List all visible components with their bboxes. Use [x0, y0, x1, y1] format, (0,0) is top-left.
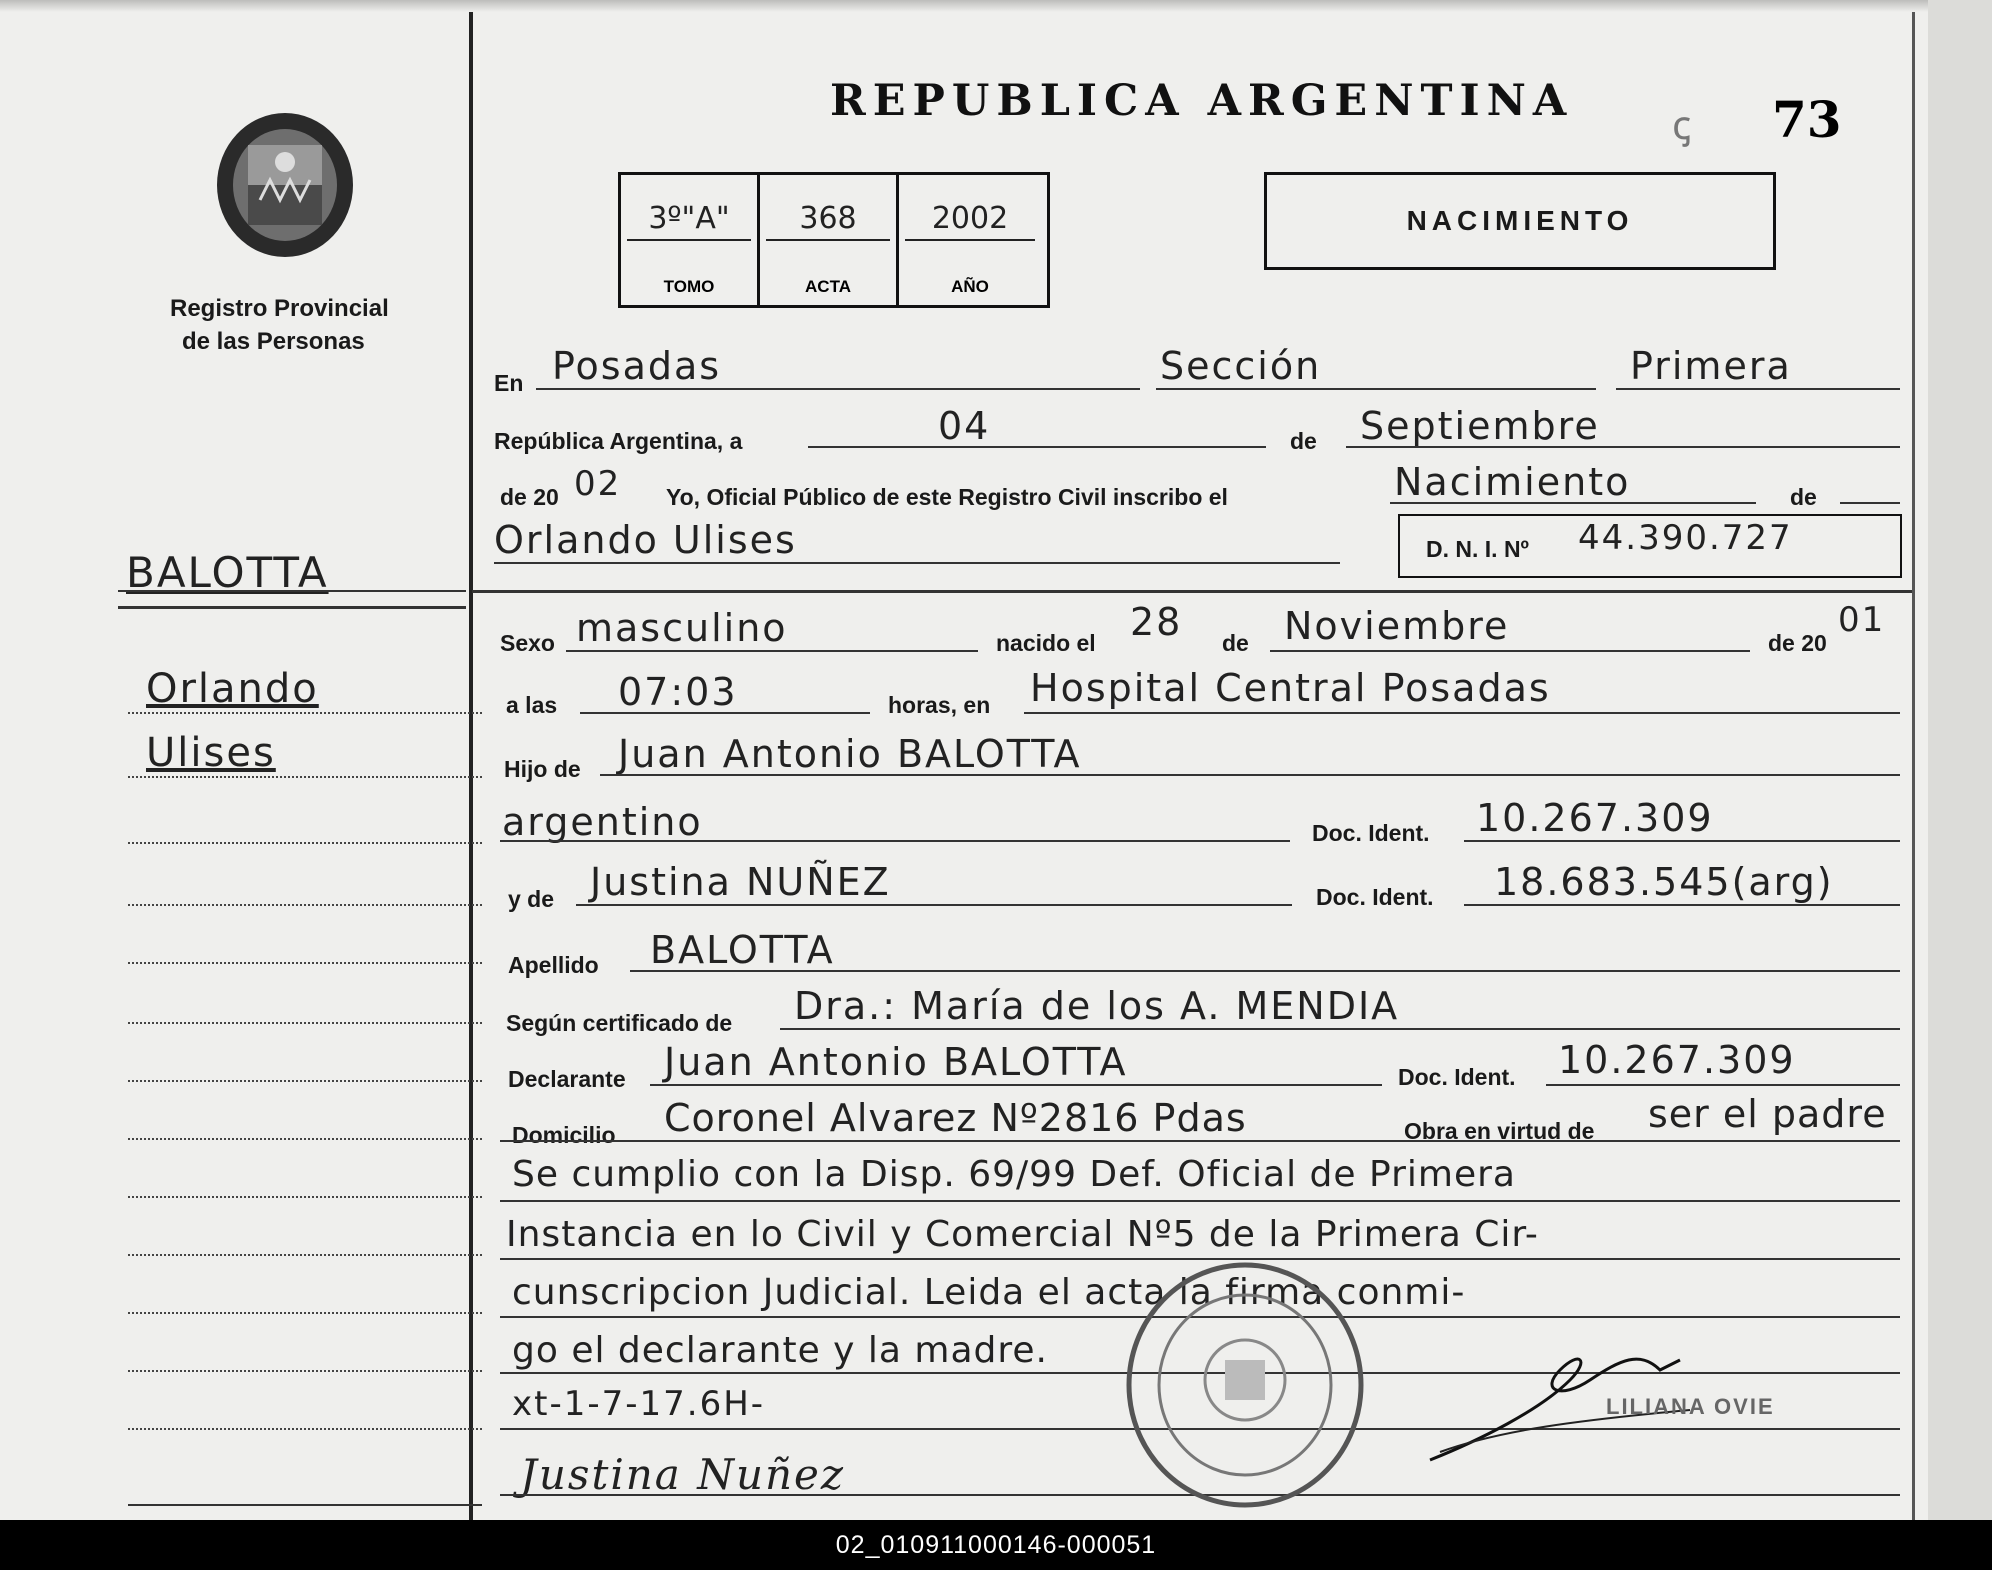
tomo-cell — [621, 175, 757, 305]
year-suffix: 02 — [574, 464, 622, 504]
tomo-underline — [627, 239, 751, 241]
line-mother-doc — [1464, 904, 1900, 906]
label-de: de — [1290, 428, 1317, 454]
page-edge — [1928, 0, 1992, 1520]
line-declarant-name — [650, 1084, 1382, 1086]
margin-bottom-rule — [128, 1504, 482, 1506]
apellido-value: BALOTTA — [650, 928, 835, 972]
label-sexo: Sexo — [500, 630, 555, 656]
margin-dotted-line — [128, 962, 482, 964]
line-event — [1390, 502, 1756, 504]
margin-dotted-line — [128, 1022, 482, 1024]
label-year-prefix: de 20 — [500, 484, 559, 510]
label-de-2: de — [1790, 484, 1817, 510]
dni-value: 44.390.727 — [1578, 518, 1793, 558]
note-line-5: xt-1-7-17.6H- — [512, 1384, 766, 1424]
acta-label: ACTA — [805, 277, 851, 296]
line-birth-place — [1024, 712, 1900, 714]
father-doc: 10.267.309 — [1476, 796, 1714, 840]
margin-given-name-1: Orlando — [146, 666, 319, 712]
birth-time: 07:03 — [618, 670, 738, 714]
margin-surname: BALOTTA — [126, 548, 329, 597]
line-section-number — [1616, 388, 1900, 390]
line-mother-name — [576, 904, 1292, 906]
birth-year-suffix: 01 — [1838, 600, 1886, 640]
line-declarant-doc — [1546, 1084, 1900, 1086]
margin-given-name-2: Ulises — [146, 730, 276, 776]
person-name: Orlando Ulises — [494, 518, 797, 562]
record-reference-table — [618, 172, 1050, 308]
line-birth-time — [580, 712, 870, 714]
dni-box — [1398, 514, 1902, 578]
acta-cell — [760, 175, 896, 305]
margin-dotted-line — [128, 1080, 482, 1082]
ano-cell — [899, 175, 1041, 305]
line-person-name — [494, 562, 1340, 564]
note-line-3: cunscripcion Judicial. Leida el acta la firma conmi- — [512, 1272, 1466, 1313]
margin-surname-rule — [118, 590, 466, 592]
line-birth-month — [1270, 650, 1750, 652]
margin-dotted-line — [128, 842, 482, 844]
tomo-value: 3º"A" — [648, 201, 730, 236]
month-value: Septiembre — [1360, 404, 1600, 448]
label-republica: República Argentina, a — [494, 428, 743, 454]
record-type-box — [1264, 172, 1776, 270]
line-father-doc — [1464, 840, 1900, 842]
label-de20: de 20 — [1768, 630, 1827, 656]
top-shadow — [0, 0, 1992, 12]
father-name: Juan Antonio BALOTTA — [618, 732, 1082, 776]
label-de-3: de — [1222, 630, 1249, 656]
label-nacido: nacido el — [996, 630, 1096, 656]
line-certifier — [780, 1028, 1900, 1030]
registry-name-line2: de las Personas — [182, 328, 365, 355]
coat-of-arms-icon — [210, 110, 360, 260]
label-apellido: Apellido — [508, 952, 599, 978]
label-domicilio: Domicilio — [512, 1122, 616, 1148]
margin-dotted-line — [128, 776, 482, 778]
line-note-1 — [500, 1200, 1900, 1202]
birth-month: Noviembre — [1284, 604, 1510, 648]
margin-dotted-line — [128, 712, 482, 714]
day-value: 04 — [938, 404, 991, 448]
margin-dotted-line — [128, 904, 482, 906]
father-nationality: argentino — [502, 800, 703, 844]
birth-place: Hospital Central Posadas — [1030, 666, 1551, 710]
ano-underline — [905, 239, 1035, 241]
label-obra: Obra en virtud de — [1404, 1118, 1595, 1144]
line-city — [536, 388, 1140, 390]
section-value: Sección — [1160, 344, 1322, 388]
declarant-doc: 10.267.309 — [1558, 1038, 1796, 1082]
label-declarante: Declarante — [508, 1066, 626, 1092]
margin-dotted-line — [128, 1312, 482, 1314]
record-number: 73 — [1772, 90, 1842, 149]
record-type: NACIMIENTO — [1406, 205, 1634, 236]
city-value: Posadas — [552, 344, 722, 388]
margin-divider — [469, 12, 473, 1520]
note-line-2: Instancia en lo Civil y Comercial Nº5 de la Primera Cir- — [506, 1214, 1539, 1255]
acta-underline — [766, 239, 890, 241]
label-doc-ident: Doc. Ident. — [1312, 820, 1430, 846]
certifier-value: Dra.: María de los A. MENDIA — [794, 984, 1400, 1028]
registry-name-line1: Registro Provincial — [170, 295, 389, 322]
margin-dotted-line — [128, 1138, 482, 1140]
line-domicilio — [500, 1140, 1900, 1142]
label-horas: horas, en — [888, 692, 991, 718]
note-line-1: Se cumplio con la Disp. 69/99 Def. Oficial de Primera — [512, 1154, 1516, 1195]
country-title: REPUBLICA ARGENTINA — [830, 76, 1574, 126]
note-line-4: go el declarante y la madre. — [512, 1330, 1048, 1371]
line-day — [808, 446, 1266, 448]
scan-id-footer — [0, 1520, 1992, 1570]
line-sexo — [566, 650, 978, 652]
section-divider — [472, 590, 1912, 593]
label-doc-ident-2: Doc. Ident. — [1316, 884, 1434, 910]
line-de — [1840, 502, 1900, 504]
label-y-de: y de — [508, 886, 555, 912]
dni-label: D. N. I. Nº — [1426, 536, 1529, 562]
mother-doc: 18.683.545(arg) — [1494, 860, 1834, 904]
margin-surname-rule2 — [118, 606, 466, 609]
line-father-name — [600, 774, 1900, 776]
domicilio-value: Coronel Alvarez Nº2816 Pdas — [664, 1096, 1247, 1140]
label-alas: a las — [506, 692, 558, 718]
margin-dotted-line — [128, 1254, 482, 1256]
line-month — [1346, 446, 1900, 448]
section-number: Primera — [1630, 344, 1792, 388]
mother-name: Justina NUÑEZ — [590, 860, 891, 904]
margin-dotted-line — [128, 1428, 482, 1430]
margin-dotted-line — [128, 1196, 482, 1198]
event-value: Nacimiento — [1394, 460, 1631, 504]
label-doc-ident-3: Doc. Ident. — [1398, 1064, 1516, 1090]
margin-dotted-line — [128, 1370, 482, 1372]
ano-value: 2002 — [931, 201, 1009, 236]
acta-value: 368 — [799, 201, 857, 236]
official-stamp-text: LILIANA OVIE — [1606, 1394, 1775, 1419]
declarant-name: Juan Antonio BALOTTA — [664, 1040, 1128, 1084]
birth-day: 28 — [1130, 600, 1183, 644]
line-apellido — [630, 970, 1900, 972]
ano-label: AÑO — [951, 277, 989, 296]
tomo-label: TOMO — [663, 277, 715, 296]
sexo-value: masculino — [576, 606, 788, 650]
label-oficial: Yo, Oficial Público de este Registro Civil inscribo el — [666, 484, 1228, 510]
record-number-prefix: ꞔ — [1672, 103, 1692, 149]
label-hijo: Hijo de — [504, 756, 581, 782]
right-border — [1912, 12, 1915, 1520]
line-section — [1156, 388, 1596, 390]
official-seal — [1122, 1260, 1368, 1510]
mother-signature: Justina Nuñez — [520, 1450, 846, 1499]
scan-id: 02_010911000146-000051 — [835, 1530, 1157, 1559]
obra-value: ser el padre — [1648, 1092, 1887, 1136]
label-en: En — [494, 370, 524, 396]
label-segun: Según certificado de — [506, 1010, 733, 1036]
line-father-nationality — [500, 840, 1290, 842]
